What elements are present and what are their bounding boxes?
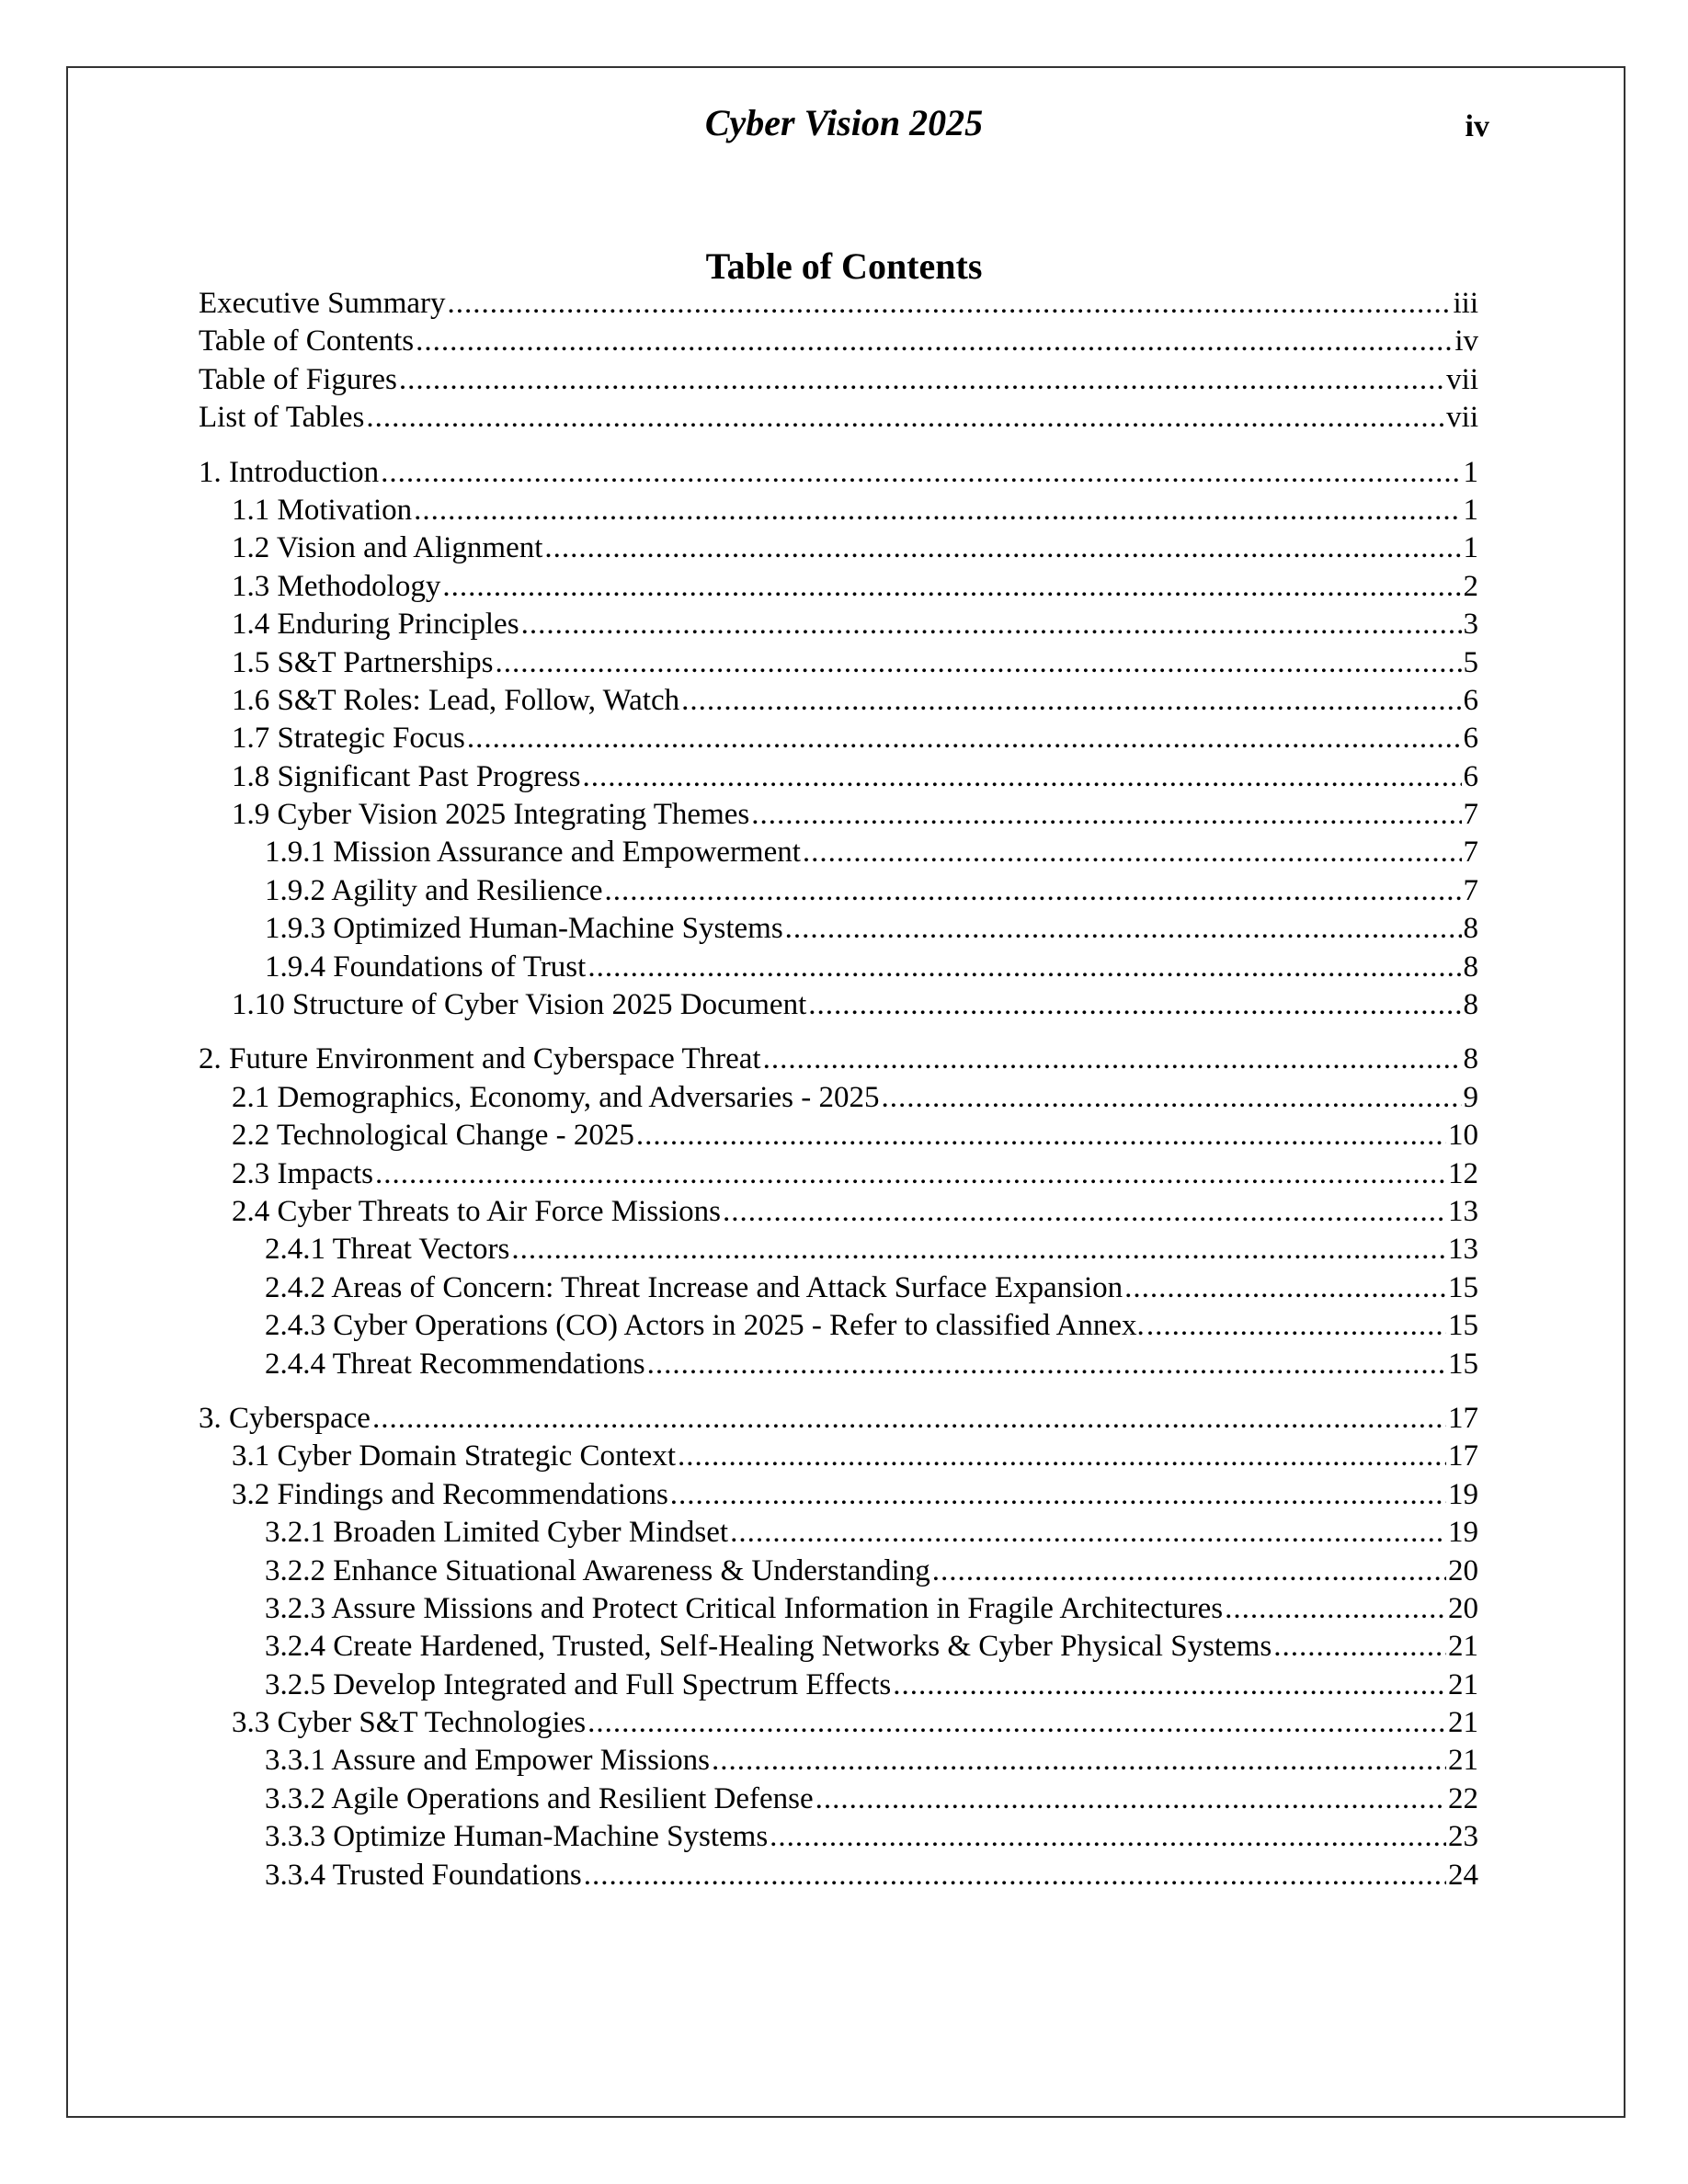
toc-entry-page: 10 (1448, 1119, 1478, 1153)
toc-entry-page: 7 (1463, 836, 1478, 870)
dot-leader (381, 454, 1461, 492)
dot-leader (1146, 1307, 1446, 1345)
toc-section-group (199, 1400, 1478, 1894)
toc-entry-label: 3.2.4 Create Hardened, Trusted, Self-Healing Networks & Cyber Physical Systems (265, 1630, 1272, 1664)
toc-entry-page: 21 (1448, 1667, 1478, 1701)
toc-entry-label: 3.1 Cyber Domain Strategic Context (232, 1439, 676, 1473)
dot-leader (584, 1857, 1446, 1894)
toc-entry[interactable] (199, 1193, 1478, 1231)
toc-entry[interactable] (199, 1742, 1478, 1780)
toc-entry-page: 8 (1463, 1042, 1478, 1076)
page-number: iv (1465, 109, 1489, 143)
toc-entry[interactable] (199, 529, 1478, 567)
toc-entry-page: 13 (1448, 1233, 1478, 1267)
toc-entry[interactable] (199, 1666, 1478, 1704)
toc-entry-label: 2.1 Demographics, Economy, and Adversaries - 2025 (232, 1080, 880, 1114)
toc-entry-page: 1 (1463, 493, 1478, 527)
toc-entry-label: 1.3 Methodology (232, 569, 441, 603)
dot-leader (366, 399, 1444, 437)
toc-entry-label: 1. Introduction (199, 455, 380, 489)
dot-leader (375, 1155, 1446, 1193)
toc-section-group (199, 285, 1478, 438)
toc-entry-page: 22 (1448, 1781, 1478, 1815)
toc-entry-page: 8 (1463, 950, 1478, 984)
toc-entry-label: 1.9.2 Agility and Resilience (265, 873, 603, 907)
toc-entry-label: 3.3.1 Assure and Empower Missions (265, 1744, 710, 1778)
toc-entry-label: 3.3.2 Agile Operations and Resilient Defense (265, 1781, 814, 1815)
toc-entry-label: 2.4.3 Cyber Operations (CO) Actors in 2025 - Refer to classified Annex. (265, 1309, 1145, 1343)
toc-entry[interactable] (199, 872, 1478, 910)
toc-entry-page: 13 (1448, 1194, 1478, 1228)
dot-leader (1273, 1628, 1446, 1666)
toc-entry-page: 15 (1448, 1270, 1478, 1304)
toc-entry-page: 24 (1448, 1858, 1478, 1892)
toc-entry-page: 1 (1463, 531, 1478, 565)
toc-entry[interactable] (199, 986, 1478, 1024)
toc-entry-label: Table of Contents (199, 324, 415, 358)
toc-entry[interactable] (199, 606, 1478, 643)
toc-entry-label: 1.5 S&T Partnerships (232, 645, 494, 679)
toc-entry-label: 1.6 S&T Roles: Lead, Follow, Watch (232, 683, 680, 717)
toc-entry[interactable] (199, 682, 1478, 720)
toc-entry[interactable] (199, 1590, 1478, 1628)
toc-entry-page: 20 (1448, 1553, 1478, 1587)
toc-entry-page: 2 (1463, 569, 1478, 603)
toc-entry[interactable] (199, 1079, 1478, 1117)
dot-leader (670, 1476, 1446, 1514)
toc-entry[interactable] (199, 1400, 1478, 1438)
toc-entry-page: 6 (1463, 759, 1478, 793)
toc-entry[interactable] (199, 949, 1478, 986)
toc-entry-label: List of Tables (199, 401, 365, 435)
toc-entry-page: iii (1453, 287, 1478, 320)
toc-heading: Table of Contents (705, 245, 983, 287)
toc-entry-page: 17 (1448, 1401, 1478, 1435)
toc-entry[interactable] (199, 568, 1478, 606)
toc-entry-page: vii (1446, 362, 1478, 396)
dot-leader (881, 1079, 1461, 1117)
dot-leader (495, 644, 1461, 682)
toc-entry-page: 8 (1463, 912, 1478, 946)
toc-entry[interactable] (199, 399, 1478, 437)
toc-entry-page: 7 (1463, 873, 1478, 907)
toc-entry[interactable] (199, 796, 1478, 834)
dot-leader (803, 834, 1462, 871)
toc-entry-page: 15 (1448, 1347, 1478, 1381)
toc-entry[interactable] (199, 1704, 1478, 1742)
toc-entry-page: iv (1454, 324, 1478, 358)
toc-entry-page: 21 (1448, 1630, 1478, 1664)
dot-leader (678, 1438, 1446, 1475)
dot-leader (770, 1818, 1446, 1856)
toc-entry[interactable] (199, 323, 1478, 360)
toc-entry-label: 1.10 Structure of Cyber Vision 2025 Document (232, 988, 807, 1022)
toc-entry[interactable] (199, 1438, 1478, 1475)
toc-entry-label: 1.4 Enduring Principles (232, 608, 519, 642)
dot-leader (893, 1666, 1446, 1704)
toc-entry-label: 1.1 Motivation (232, 493, 413, 527)
toc-entry[interactable] (199, 1346, 1478, 1383)
toc-section-group (199, 454, 1478, 1025)
toc-entry[interactable] (199, 285, 1478, 323)
toc-entry[interactable] (199, 1818, 1478, 1856)
toc-entry-page: 19 (1448, 1477, 1478, 1511)
toc-entry[interactable] (199, 361, 1478, 399)
dot-leader (808, 986, 1461, 1024)
toc-entry-label: 1.8 Significant Past Progress (232, 759, 581, 793)
dot-leader (605, 872, 1462, 910)
toc-entry-page: 8 (1463, 988, 1478, 1022)
toc-entry-label: 2.2 Technological Change - 2025 (232, 1119, 634, 1153)
toc-entry-label: 1.7 Strategic Focus (232, 722, 465, 756)
toc-entry-label: 2.4 Cyber Threats to Air Force Missions (232, 1194, 721, 1228)
toc-entry-page: 9 (1463, 1080, 1478, 1114)
toc-entry-label: 3.2.1 Broaden Limited Cyber Mindset (265, 1516, 729, 1550)
toc-entry[interactable] (199, 1476, 1478, 1514)
dot-leader (723, 1193, 1446, 1231)
dot-leader (399, 361, 1444, 399)
toc-entry[interactable] (199, 1553, 1478, 1590)
dot-leader (636, 1117, 1446, 1155)
dot-leader (763, 1041, 1462, 1078)
dot-leader (730, 1514, 1446, 1552)
toc-entry-label: Table of Figures (199, 362, 397, 396)
toc-entry-label: 2. Future Environment and Cyberspace Threat (199, 1042, 761, 1076)
toc-entry[interactable] (199, 1307, 1478, 1345)
toc-entry-page: 19 (1448, 1516, 1478, 1550)
toc-entry[interactable] (199, 1780, 1478, 1818)
dot-leader (448, 285, 1452, 323)
toc-entry-page: 3 (1463, 608, 1478, 642)
toc-entry-label: 3.2 Findings and Recommendations (232, 1477, 668, 1511)
toc-entry-label: 3.2.2 Enhance Situational Awareness & Understanding (265, 1553, 930, 1587)
toc-entry[interactable] (199, 1857, 1478, 1894)
dot-leader (681, 682, 1461, 720)
toc-entry-label: 1.9.1 Mission Assurance and Empowerment (265, 836, 801, 870)
toc-entry-page: 12 (1448, 1156, 1478, 1190)
dot-leader (521, 606, 1462, 643)
dot-leader (414, 492, 1461, 529)
dot-leader (372, 1400, 1446, 1438)
toc-entry-label: 1.9.3 Optimized Human-Machine Systems (265, 912, 783, 946)
toc-entry[interactable] (199, 1269, 1478, 1307)
toc-entry-page: 7 (1463, 798, 1478, 832)
dot-leader (587, 949, 1461, 986)
toc-entry-page: 1 (1463, 455, 1478, 489)
toc-entry-label: 1.2 Vision and Alignment (232, 531, 543, 565)
toc-entry-label: 3.2.3 Assure Missions and Protect Critical Information in Fragile Architectures (265, 1591, 1224, 1625)
toc-entry-label: Executive Summary (199, 287, 446, 320)
dot-leader (785, 910, 1462, 948)
toc-section-group (199, 1041, 1478, 1383)
document-title: Cyber Vision 2025 (704, 102, 984, 143)
toc-entry[interactable] (199, 720, 1478, 757)
dot-leader (932, 1553, 1446, 1590)
dot-leader (647, 1346, 1446, 1383)
toc-entry-page: 5 (1463, 645, 1478, 679)
dot-leader (544, 529, 1461, 567)
dot-leader (587, 1704, 1446, 1742)
toc-entry[interactable] (199, 1117, 1478, 1155)
toc-entry-page: 20 (1448, 1591, 1478, 1625)
toc-entry-label: 1.9.4 Foundations of Trust (265, 950, 587, 984)
toc-entry-page: 21 (1448, 1706, 1478, 1740)
toc-entry-page: 17 (1448, 1439, 1478, 1473)
toc-entry-label: 3.3.3 Optimize Human-Machine Systems (265, 1820, 769, 1854)
toc-entry-page: 21 (1448, 1744, 1478, 1778)
toc-entry-label: 1.9 Cyber Vision 2025 Integrating Themes (232, 798, 750, 832)
toc-entry[interactable] (199, 454, 1478, 492)
toc-entry[interactable] (199, 834, 1478, 871)
dot-leader (712, 1742, 1446, 1780)
toc-entry[interactable] (199, 910, 1478, 948)
toc-entry-label: 3.3.4 Trusted Foundations (265, 1858, 582, 1892)
toc-entry-label: 2.4.1 Threat Vectors (265, 1233, 510, 1267)
toc-entry-page: 23 (1448, 1820, 1478, 1854)
toc-entry-page: 6 (1463, 722, 1478, 756)
dot-leader (751, 796, 1461, 834)
dot-leader (582, 758, 1461, 796)
toc-entry-page: 15 (1448, 1309, 1478, 1343)
dot-leader (442, 568, 1461, 606)
dot-leader (815, 1780, 1446, 1818)
dot-leader (416, 323, 1453, 360)
dot-leader (1124, 1269, 1446, 1307)
toc-entry[interactable] (199, 758, 1478, 796)
toc-entry-label: 2.3 Impacts (232, 1156, 373, 1190)
toc-entry-label: 2.4.2 Areas of Concern: Threat Increase and Attack Surface Expansion (265, 1270, 1123, 1304)
toc-entry[interactable] (199, 1628, 1478, 1666)
dot-leader (511, 1231, 1446, 1268)
dot-leader (1225, 1590, 1446, 1628)
toc-entry-page: 6 (1463, 683, 1478, 717)
dot-leader (467, 720, 1462, 757)
toc-entry-label: 3. Cyberspace (199, 1401, 371, 1435)
toc-entry[interactable] (199, 492, 1478, 529)
toc-entry-label: 3.2.5 Develop Integrated and Full Spectrum Effects (265, 1667, 892, 1701)
toc-entry-label: 2.4.4 Threat Recommendations (265, 1347, 645, 1381)
toc-entry[interactable] (199, 1041, 1478, 1078)
toc-entry-label: 3.3 Cyber S&T Technologies (232, 1706, 587, 1740)
toc-entry-page: vii (1446, 401, 1478, 435)
toc-entry[interactable] (199, 1155, 1478, 1193)
toc-entry[interactable] (199, 644, 1478, 682)
table-of-contents (199, 285, 1478, 1894)
toc-entry[interactable] (199, 1231, 1478, 1268)
toc-entry[interactable] (199, 1514, 1478, 1552)
